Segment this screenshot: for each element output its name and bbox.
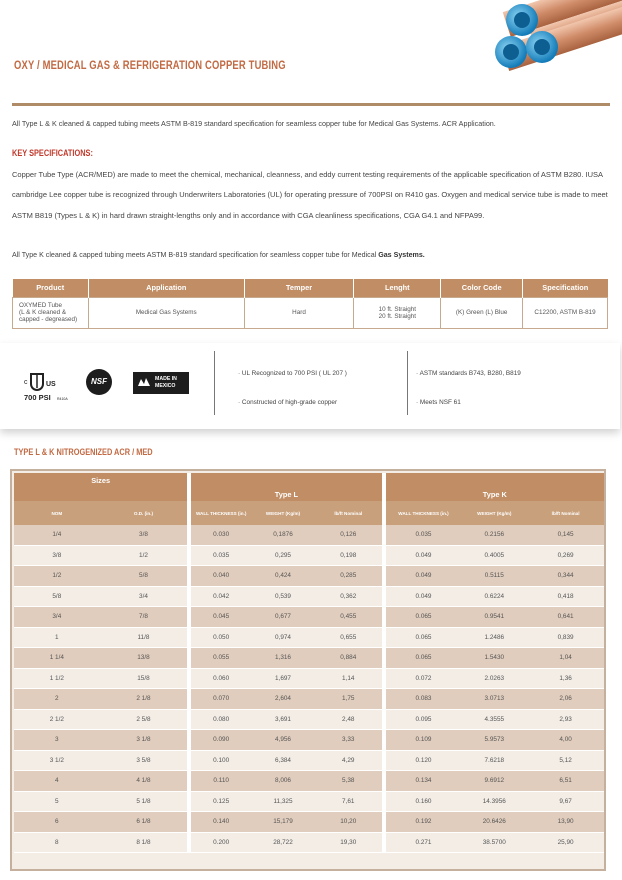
cell-nom: 4 [14,771,100,792]
cell-l-wall: 0.042 [191,587,251,608]
certification-strip [0,343,622,431]
badge-divider-1 [214,351,215,415]
cell-l-lbft: 19,30 [315,833,382,854]
cell-l-wall: 0.100 [191,751,251,772]
svg-text:c: c [24,379,28,386]
group-type-k: Type K [386,473,604,501]
cell-od: 3/8 [100,525,188,546]
cell-k-lbft: 0,145 [527,525,604,546]
cell-l-lbft: 0,884 [315,648,382,669]
sub-l-lbft: lb/ft Nominal [315,501,382,525]
cell-k-lbft: 9,67 [527,792,604,813]
sub-k-wall: WALL THICKNESS (in.) [386,501,462,525]
col-specification: Specification [523,279,608,297]
cell-l-lbft: 0,198 [315,546,382,567]
group-sizes: Sizes [14,473,187,501]
cell-l-wall: 0.030 [191,525,251,546]
cell-l-wall: 0.045 [191,607,251,628]
cell-k-lbft: 1,04 [527,648,604,669]
table-row [14,689,604,710]
table-row [14,546,604,567]
cell-k-wall: 0.072 [386,669,462,690]
cell-k-weight: 7.6218 [461,751,527,772]
col-color-code: Color Code [441,279,523,297]
cell-l-lbft: 10,20 [315,812,382,833]
cell-l-wall: 0.200 [191,833,251,854]
cell-od: 5/8 [100,566,188,587]
cell-nom: 1 1/4 [14,648,100,669]
table-row [14,628,604,649]
cell-l-weight: 0,974 [251,628,315,649]
cell-nom: 1 [14,628,100,649]
cell-l-weight: 1,697 [251,669,315,690]
features-list-1: · UL Recognized to 700 PSI ( UL 207 ) · Constructed of high-grade copper [238,370,347,406]
cell-od: 1/2 [100,546,188,567]
cell-k-weight: 2.0263 [461,669,527,690]
header-divider [12,103,610,106]
intro-text: All Type L & K cleaned & capped tubing meets ASTM B-819 standard specification for seamless copper tube for Medical Gas Systems. ACR Application. [12,119,496,128]
cell-k-wall: 0.049 [386,566,462,587]
cell-k-weight: 4.3555 [461,710,527,731]
cell-k-wall: 0.065 [386,648,462,669]
cell-k-weight: 20.6426 [461,812,527,833]
table-row [14,833,604,854]
feature-astm: ASTM standards B743, B280, B819 [419,370,521,377]
cell-k-wall: 0.095 [386,710,462,731]
cell-l-wall: 0.125 [191,792,251,813]
table-row [14,751,604,772]
cell-k-lbft: 0,641 [527,607,604,628]
cell-k-weight: 3.0713 [461,689,527,710]
cell-l-lbft: 3,33 [315,730,382,751]
cell-k-wall: 0.192 [386,812,462,833]
cell-l-weight: 0,1876 [251,525,315,546]
cell-od: 3/4 [100,587,188,608]
table-row [14,587,604,608]
cell-k-lbft: 2,06 [527,689,604,710]
made-in-label: MADE IN [155,376,177,382]
cell-k-wall: 0.120 [386,751,462,772]
cell-nom: 3/8 [14,546,100,567]
cell-nom: 3 [14,730,100,751]
mexico-label: MEXICO [155,383,176,389]
cell-k-weight: 1.5430 [461,648,527,669]
cell-l-lbft: 0,362 [315,587,382,608]
badge-divider-2 [407,351,408,415]
cell-k-lbft: 0,418 [527,587,604,608]
table-row [14,730,604,751]
cell-l-wall: 0.090 [191,730,251,751]
cell-od: 4 1/8 [100,771,188,792]
features-list-2: · ASTM standards B743, B280, B819 · Meets NSF 61 [416,370,521,406]
cell-k-wall: 0.109 [386,730,462,751]
length-2: 20 ft. Straight [378,312,417,320]
nitrogenized-table-frame [10,469,606,871]
cell-l-weight: 28,722 [251,833,315,854]
product-desc: (L & K cleaned & capped - degreased) [19,309,78,323]
feature-nsf: Meets NSF 61 [419,399,461,406]
cell-color-code: (K) Green (L) Blue [441,297,523,328]
mexico-hand-icon [137,376,151,389]
made-in-mexico-icon [133,372,189,394]
cell-k-lbft: 0,344 [527,566,604,587]
key-specifications-body: Copper Tube Type (ACR/MED) are made to meet the chemical, mechanical, cleanness, and eddy current testing requirements of the applicable specification of ASTM B280. IUSA cambridge Lee copper tube is recognized through Underwriters Laboratories (UL) for operating pressure of 700PSI on R410 gas. Oxygen and medical service tube is made to meet ASTM B819 (Types L & K) in hard drawn straight-lengths only and in accordance with CGA cleanliness specifications, CGA G4.1 and NFPA99. [12,170,608,220]
cell-l-wall: 0.035 [191,546,251,567]
cell-l-weight: 0,295 [251,546,315,567]
cell-application: Medical Gas Systems [88,297,244,328]
cell-k-lbft: 0,839 [527,628,604,649]
table-row [14,648,604,669]
col-product: Product [13,279,89,297]
ul-us-label: US [46,381,56,388]
cell-od: 3 1/8 [100,730,188,751]
cell-product [13,297,89,328]
table-row [14,771,604,792]
cell-nom: 1/4 [14,525,100,546]
cell-l-wall: 0.040 [191,566,251,587]
col-temper: Temper [244,279,354,297]
ul-sub-label: R410A [57,397,68,401]
cell-nom: 2 1/2 [14,710,100,731]
nitrogenized-table [14,473,604,853]
cell-l-weight: 2,604 [251,689,315,710]
cell-k-wall: 0.134 [386,771,462,792]
cell-k-wall: 0.049 [386,587,462,608]
cell-l-lbft: 1,14 [315,669,382,690]
cell-l-weight: 4,956 [251,730,315,751]
cell-k-lbft: 0,269 [527,546,604,567]
cell-od: 15/8 [100,669,188,690]
cell-k-wall: 0.083 [386,689,462,710]
cell-nom: 3 1/2 [14,751,100,772]
cell-l-weight: 15,179 [251,812,315,833]
cell-k-lbft: 2,93 [527,710,604,731]
cell-nom: 3/4 [14,607,100,628]
cell-k-wall: 0.271 [386,833,462,854]
sub-l-wall: WALL THICKNESS (in.) [191,501,251,525]
type-k-note [12,250,612,260]
product-spec-table [12,279,608,329]
cell-k-wall: 0.035 [386,525,462,546]
cell-od: 2 5/8 [100,710,188,731]
table-row [14,669,604,690]
col-application: Application [88,279,244,297]
cell-k-lbft: 25,90 [527,833,604,854]
nsf-icon: NSF [86,369,112,395]
cell-od: 11/8 [100,628,188,649]
cell-l-lbft: 0,126 [315,525,382,546]
cell-k-lbft: 1,36 [527,669,604,690]
group-type-l: Type L [191,473,381,501]
cell-l-weight: 6,384 [251,751,315,772]
page-title: OXY / MEDICAL GAS & REFRIGERATION COPPER TUBING [14,60,286,72]
cell-k-lbft: 6,51 [527,771,604,792]
sub-k-weight: WEIGHT (Kg/m) [461,501,527,525]
cell-l-wall: 0.070 [191,689,251,710]
type-k-note-bold: Gas Systems. [378,251,425,259]
cell-specification: C12200, ASTM B-819 [523,297,608,328]
cell-l-lbft: 0,455 [315,607,382,628]
ul-psi-label: 700 PSI [24,393,51,402]
cell-l-lbft: 7,61 [315,792,382,813]
table-row [14,812,604,833]
cell-l-wall: 0.140 [191,812,251,833]
cell-l-wall: 0.110 [191,771,251,792]
cell-k-lbft: 5,12 [527,751,604,772]
cell-od: 13/8 [100,648,188,669]
cell-od: 5 1/8 [100,792,188,813]
page-header [0,0,622,108]
cell-l-lbft: 1,75 [315,689,382,710]
cell-nom: 6 [14,812,100,833]
cell-nom: 1/2 [14,566,100,587]
cell-k-wall: 0.160 [386,792,462,813]
col-length: Lenght [354,279,441,297]
cell-l-weight: 0,677 [251,607,315,628]
cell-l-wall: 0.050 [191,628,251,649]
cell-k-wall: 0.049 [386,546,462,567]
table-row [14,710,604,731]
cell-l-weight: 0,539 [251,587,315,608]
cell-k-weight: 0.4005 [461,546,527,567]
cell-k-weight: 5.9573 [461,730,527,751]
cell-k-weight: 9.6912 [461,771,527,792]
cell-l-lbft: 0,655 [315,628,382,649]
cell-l-weight: 11,325 [251,792,315,813]
nitrogenized-table-title: TYPE L & K NITROGENIZED ACR / MED [14,447,153,457]
cell-temper: Hard [244,297,354,328]
cell-k-lbft: 13,90 [527,812,604,833]
sub-k-lbft: lb/ft Nominal [527,501,604,525]
cell-k-wall: 0.065 [386,607,462,628]
sub-od: O.D. (in.) [100,501,188,525]
cell-length [354,297,441,328]
cell-l-weight: 8,006 [251,771,315,792]
cell-l-wall: 0.080 [191,710,251,731]
type-k-note-text: All Type K cleaned & capped tubing meets ASTM B-819 standard specification for seamless copper tube for Medical [12,251,377,259]
cell-l-lbft: 0,285 [315,566,382,587]
cell-od: 7/8 [100,607,188,628]
table-row [14,525,604,546]
table-row [14,792,604,813]
length-1: 10 ft. Straight [378,305,417,313]
cell-nom: 5/8 [14,587,100,608]
copper-pipes-icon [486,0,622,95]
cell-od: 6 1/8 [100,812,188,833]
cell-nom: 2 [14,689,100,710]
cell-nom: 8 [14,833,100,854]
table-row [14,607,604,628]
cell-k-weight: 14.3956 [461,792,527,813]
cell-k-weight: 0.2156 [461,525,527,546]
cell-l-lbft: 2,48 [315,710,382,731]
cell-k-wall: 0.065 [386,628,462,649]
feature-copper: Constructed of high-grade copper [241,399,338,406]
product-name: OXYMED Tube [19,302,63,309]
cell-k-weight: 0.5115 [461,566,527,587]
cell-k-weight: 38.5700 [461,833,527,854]
cell-nom: 5 [14,792,100,813]
cell-l-lbft: 5,38 [315,771,382,792]
cell-k-lbft: 4,00 [527,730,604,751]
cell-k-weight: 0.6224 [461,587,527,608]
table-row [14,566,604,587]
cell-od: 3 5/8 [100,751,188,772]
table-row [13,297,608,328]
cell-nom: 1 1/2 [14,669,100,690]
cell-l-weight: 1,316 [251,648,315,669]
cell-l-wall: 0.055 [191,648,251,669]
feature-ul: UL Recognized to 700 PSI ( UL 207 ) [241,370,347,377]
key-specifications-title: KEY SPECIFICATIONS: [12,148,93,158]
cell-l-wall: 0.060 [191,669,251,690]
cell-k-weight: 1.2486 [461,628,527,649]
cell-l-lbft: 4,29 [315,751,382,772]
sub-l-weight: WEIGHT (Kg/m) [251,501,315,525]
sub-nom: NOM [14,501,100,525]
cell-od: 8 1/8 [100,833,188,854]
ul-recognized-icon [22,370,74,408]
cell-l-weight: 0,424 [251,566,315,587]
cell-k-weight: 0.9541 [461,607,527,628]
cell-od: 2 1/8 [100,689,188,710]
cell-l-weight: 3,691 [251,710,315,731]
